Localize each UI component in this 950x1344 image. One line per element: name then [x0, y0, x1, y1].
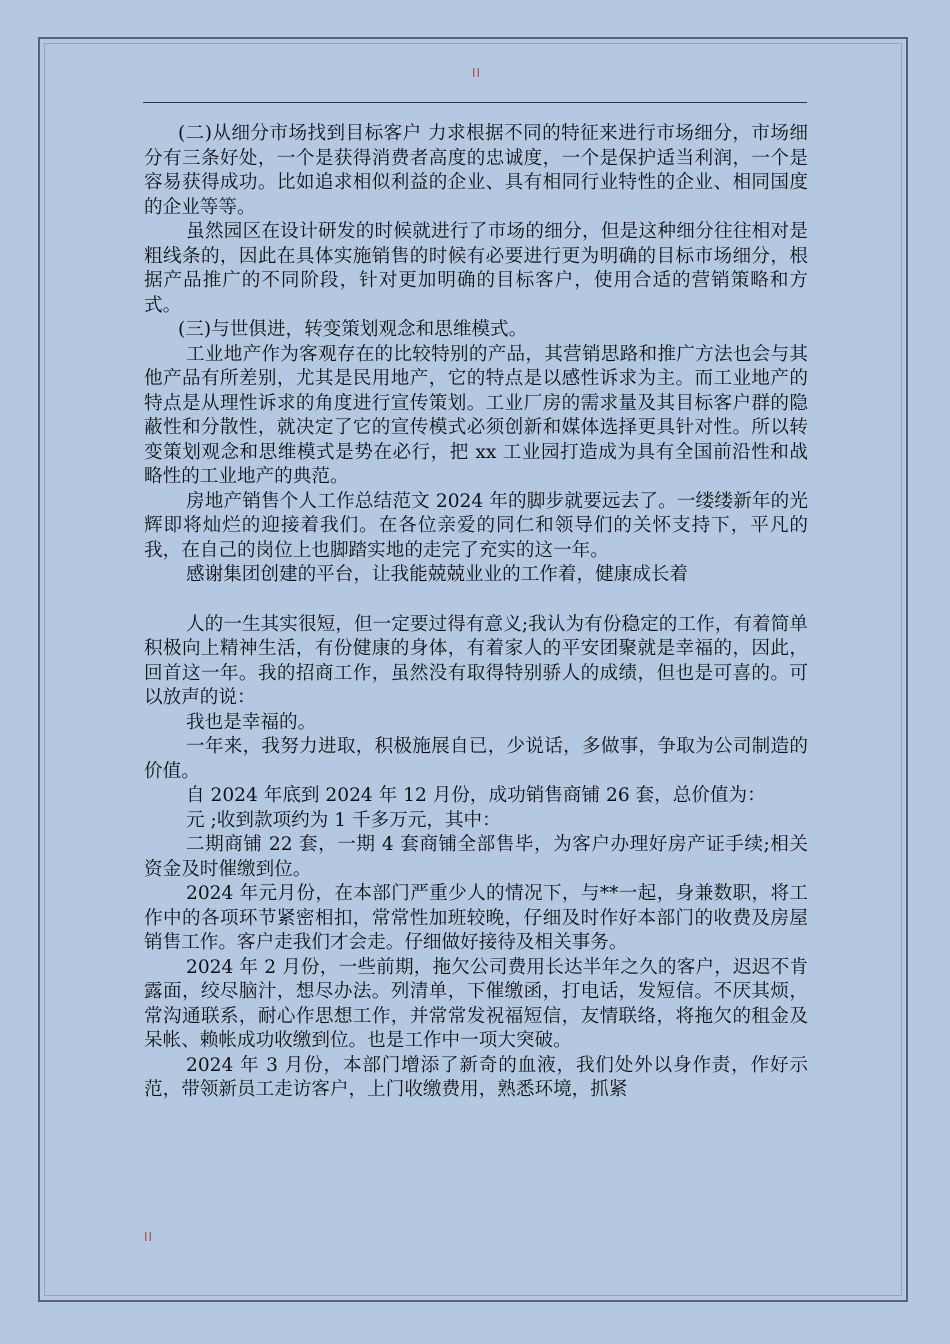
paragraph: 工业地产作为客观存在的比较特别的产品，其营销思路和推广方法也会与其他产品有所差别，尤其是民用地产，它的特点是以感性诉求为主。而工业地产的特点是从理性诉求的角度进行宣传策划。工业厂房的需求量及其目标客户群的隐蔽性和分散性，就决定了它的宣传模式必须创新和媒体选择更具针对性。所以转变策划观念和思维模式是势在必行，把 xx 工业园打造成为具有全国前沿性和战略性的工业地产的典范。 — [144, 343, 808, 487]
page-gap — [144, 588, 808, 613]
paragraph: 2024 年 2 月份，一些前期，拖欠公司费用长达半年之久的客户，迟迟不肯露面，绞尽脑汁，想尽办法。列清单，下催缴函，打电话，发短信。不厌其烦，常沟通联系，耐心作思想工作，并常常发祝福短信，友情联络，将拖欠的租金及呆帐、赖帐成功收缴到位。也是工作中一项大突破。 — [144, 956, 808, 1051]
paragraph: 一年来，我努力进取，积极施展自已，少说话，多做事，争取为公司制造的价值。 — [144, 736, 808, 782]
paragraph: 房地产销售个人工作总结范文 2024 年的脚步就要远去了。一缕缕新年的光辉即将灿烂的迎接着我们。在各位亲爱的同仁和领导们的关怀支持下，平凡的我，在自己的岗位上也脚踏实地的走完了充实的这一年。 — [144, 490, 808, 561]
footer-mark: II — [144, 1230, 154, 1244]
paragraph: (三)与世俱进，转变策划观念和思维模式。 — [178, 319, 528, 340]
paragraph: 2024 年 3 月份，本部门增添了新奇的血液，我们处外以身作责，作好示范，带领新员工走访客户，上门收缴费用，熟悉环境，抓紧 — [144, 1054, 808, 1100]
document-body — [144, 122, 808, 1103]
paragraph: (二)从细分市场找到目标客户 力求根据不同的特征来进行市场细分，市场细分有三条好处，一个是获得消费者高度的忠诚度，一个是保护适当利润，一个是容易获得成功。比如追求相似利益的企业、具有相同行业特性的企业、相同国度的企业等等。 — [144, 123, 808, 218]
header-rule — [143, 102, 807, 103]
paragraph: 2024 年元月份，在本部门严重少人的情况下，与**一起，身兼数职，将工作中的各项环节紧密相扣，常常性加班较晚，仔细及时作好本部门的收费及房屋销售工作。客户走我们才会走。仔细做好接待及相关事务。 — [144, 883, 808, 953]
paragraph: 元 ;收到款项约为 1 千多万元，其中： — [186, 809, 501, 831]
paragraph: 二期商铺 22 套，一期 4 套商铺全部售毕，为客户办理好房产证手续;相关资金及时催缴到位。 — [144, 834, 808, 880]
paragraph: 虽然园区在设计研发的时候就进行了市场的细分，但是这种细分往往相对是粗线条的，因此在具体实施销售的时候有必要进行更为明确的目标市场细分，根据产品推广的不同阶段，针对更加明确的目标客户，使用合适的营销策略和方式。 — [144, 221, 808, 316]
paragraph: 自 2024 年底到 2024 年 12 月份，成功销售商铺 26 套，总价值为： — [186, 785, 766, 806]
paragraph: 人的一生其实很短，但一定要过得有意义;我认为有份稳定的工作，有着简单积极向上精神生活，有份健康的身体，有着家人的平安团聚就是幸福的，因此，回首这一年。我的招商工作，虽然没有取得特别骄人的成绩，但也是可喜的。可以放声的说： — [144, 613, 808, 708]
paragraph: 我也是幸福的。 — [186, 711, 317, 733]
header-mark: II — [472, 66, 482, 80]
paragraph: 感谢集团创建的平台，让我能兢兢业业的工作着，健康成长着 — [186, 564, 689, 585]
